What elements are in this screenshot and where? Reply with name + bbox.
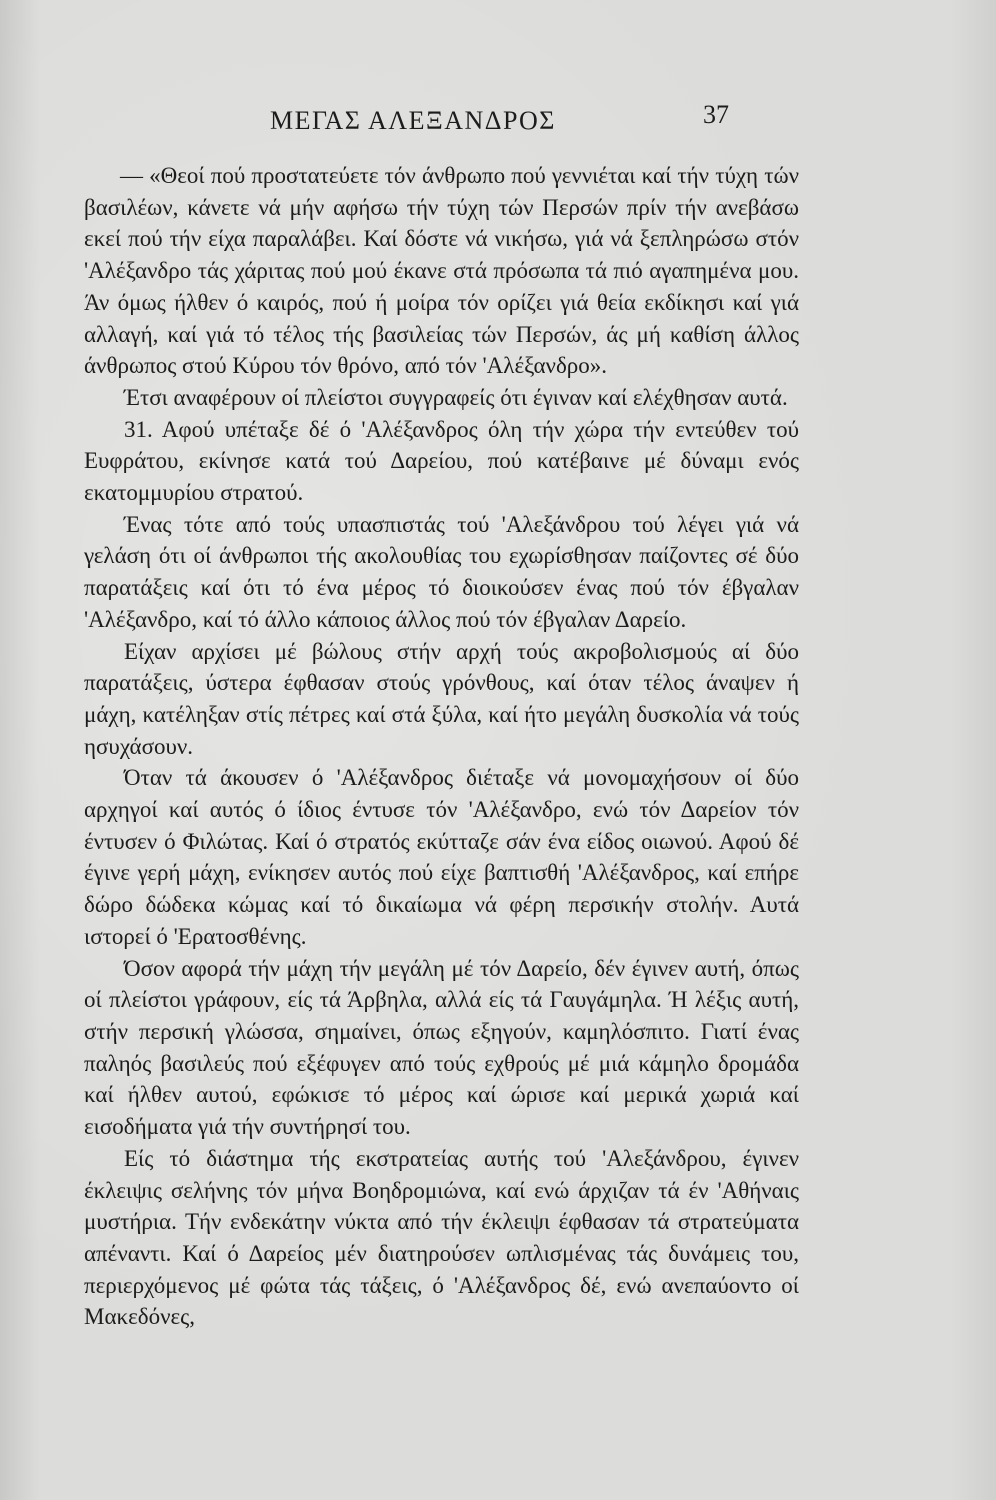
running-title: ΜΕΓΑΣ ΑΛΕΞΑΝΔΡΟΣ [270, 106, 556, 135]
paragraph: Όσον αφορά τήν μάχη τήν μεγάλη μέ τόν Δαρείο, δέν έγινεν αυτή, όπως οί πλείστοι γράφουν, είς τά Άρβηλα, αλλά είς τά Γαυγάμηλα. Ή λέξις αυτή, στήν περσική γλώσσα, σημαίνει, όπως εξηγούν, καμηλόσπιτο. Γιατί ένας παληός βασιλεύς πού εξέφυγεν από τούς εχθρούς μέ μιά κάμηλο δρομάδα καί ήλθεν αυτού, εφώκισε τό μέρος καί ώρισε καί μερικά χωριά καί εισοδήματα γιά τήν συντήρησί του. [84, 955, 799, 1140]
paragraph: 31. Αφού υπέταξε δέ ό 'Αλέξανδρος όλη τήν χώρα τήν εντεύθεν τού Ευφράτου, εκίνησε κατά τού Δαρείου, πού κατέβαινε μέ δύναμι ενός εκατομμυρίου στρατού. [84, 416, 799, 506]
paragraph: Όταν τά άκουσεν ό 'Αλέξανδρος διέταξε νά μονομαχήσουν οί δύο αρχηγοί καί αυτός ό ίδιος έντυσε τόν 'Αλέξανδρο, ενώ τόν Δαρείον τόν έντυσεν ό Φιλώτας. Καί ό στρατός εκύτταζε σάν ένα είδος οιωνού. Αφού δέ έγινε γερή μάχη, ενίκησεν αυτός πού είχε βαπτισθή 'Αλέξανδρος, καί επήρε δώρο δώδεκα κώμας καί τό δικαίωμα νά φέρη περσικήν στολήν. Αυτά ιστορεί ό 'Ερατοσθένης. [84, 765, 799, 949]
body-text [84, 160, 799, 1333]
paragraph: Είχαν αρχίσει μέ βώλους στήν αρχή τούς ακροβολισμούς αί δύο παρατάξεις, ύστερα έφθασαν στούς γρόνθους, καί όταν τέλος άναψεν ή μάχη, κατέληξαν στίς πέτρες καί στά ξύλα, καί ήτο μεγάλη δυσκολία νά τούς ησυχάσουν. [84, 638, 799, 759]
paragraph: — «Θεοί πού προστατεύετε τόν άνθρωπο πού γεννιέται καί τήν τύχη τών βασιλέων, κάνετε νά μήν αφήσω τήν τύχη τών Περσών πρίν τήν ανεβάσω εκεί πού τήν είχα παραλάβει. Καί δόστε νά νικήσω, γιά νά ξεπληρώσω στόν 'Αλέξανδρο τάς χάριτας πού μού έκανε στά πρόσωπα τά πιό αγαπημένα μου. Άν όμως ήλθεν ό καιρός, πού ή μοίρα τόν ορίζει γιά θεία εκδίκησι καί γιά αλλαγή, καί γιά τό τέλος τής βασιλείας τών Περσών, άς μή καθίση άλλος άνθρωπος στού Κύρου τόν θρόνο, από τόν 'Αλέξανδρο». [84, 163, 799, 379]
paragraph: Ένας τότε από τούς υπασπιστάς τού 'Αλεξάνδρου τού λέγει γιά νά γελάση ότι οί άνθρωποι τής ακολουθίας του εχωρίσθησαν παίζοντες σέ δύο παρατάξεις καί ότι τό ένα μέρος τό διοικούσεν ένας πού τόν έβγαλαν 'Αλέξανδρο, καί τό άλλο κάποιος άλλος πού τόν έβγαλαν Δαρείο. [84, 511, 799, 632]
page-number: 37 [703, 100, 729, 129]
page-header [0, 100, 996, 140]
paragraph: Είς τό διάστημα τής εκστρατείας αυτής τού 'Αλεξάνδρου, έγινεν έκλειψις σελήνης τόν μήνα Βοηδρομιώνα, καί ενώ άρχιζαν τά έν 'Αθήναις μυστήρια. Τήν ενδεκάτην νύκτα από τήν έκλειψι έφθασαν τά στρατεύματα απέναντι. Καί ό Δαρείος μέν διατηρούσεν ωπλισμένας τάς δυνάμεις του, περιερχόμενος μέ φώτα τάς τάξεις, ό 'Αλέξανδρος δέ, ενώ ανεπαύοντο οί Μακεδόνες, [84, 1145, 799, 1330]
paragraph: Έτσι αναφέρουν οί πλείστοι συγγραφείς ότι έγιναν καί ελέχθησαν αυτά. [124, 384, 788, 410]
